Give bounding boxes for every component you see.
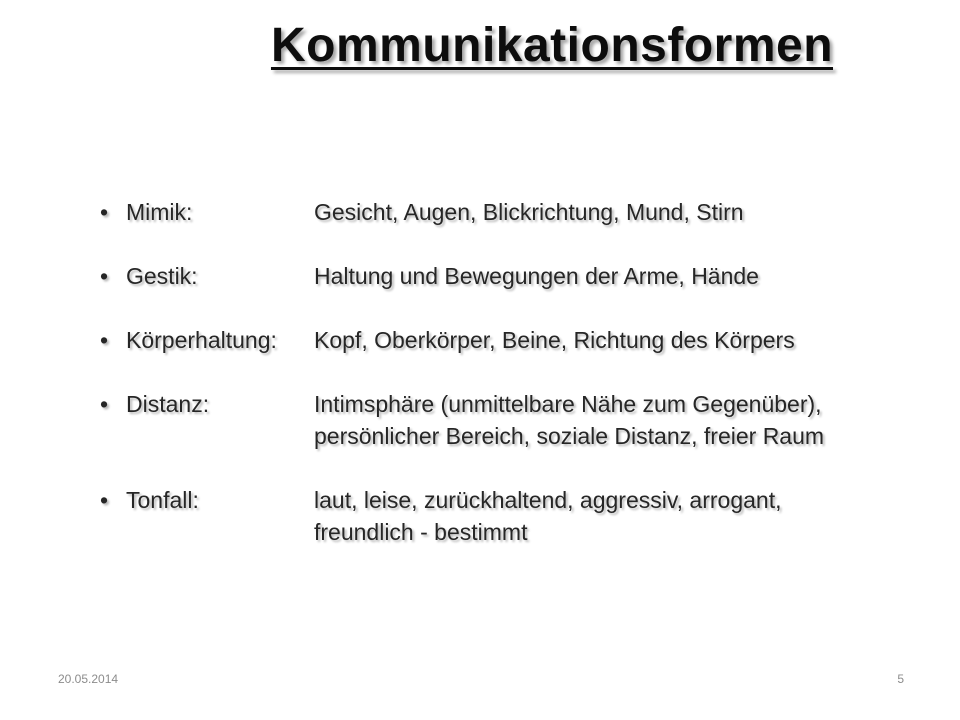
description-line: Kopf, Oberkörper, Beine, Richtung des Körpers <box>314 327 795 353</box>
list-item-tonfall <box>100 484 920 548</box>
list-item-koerperhaltung <box>100 324 920 356</box>
item-label: Körperhaltung: <box>126 327 277 353</box>
description-line: Haltung und Bewegungen der Arme, Hände <box>314 263 759 289</box>
bullet-icon: • <box>100 487 109 513</box>
footer-date: 20.05.2014 <box>58 672 119 686</box>
item-description <box>314 260 920 292</box>
bullet-icon: • <box>100 391 109 417</box>
bullet-icon: • <box>100 199 109 225</box>
bullet-icon: • <box>100 263 109 289</box>
item-description <box>314 484 920 548</box>
item-label: Tonfall: <box>126 487 199 513</box>
item-label: Gestik: <box>126 263 198 289</box>
list-item-mimik <box>100 196 920 228</box>
item-description <box>314 196 920 228</box>
item-description <box>314 388 920 452</box>
slide-title: Kommunikationsformen <box>270 19 834 72</box>
description-line: freundlich - bestimmt <box>314 519 528 545</box>
item-label: Mimik: <box>126 199 193 225</box>
item-description <box>314 324 920 356</box>
description-line: Intimsphäre (unmittelbare Nähe zum Gegenüber), <box>314 391 822 417</box>
page-number: 5 <box>897 672 904 686</box>
bullet-list <box>100 196 920 580</box>
description-line: persönlicher Bereich, soziale Distanz, freier Raum <box>314 423 825 449</box>
list-item-gestik <box>100 260 920 292</box>
description-line: laut, leise, zurückhaltend, aggressiv, arrogant, <box>314 487 782 513</box>
list-item-distanz <box>100 388 920 452</box>
description-line: Gesicht, Augen, Blickrichtung, Mund, Stirn <box>314 199 744 225</box>
item-label: Distanz: <box>126 391 210 417</box>
bullet-icon: • <box>100 327 109 353</box>
